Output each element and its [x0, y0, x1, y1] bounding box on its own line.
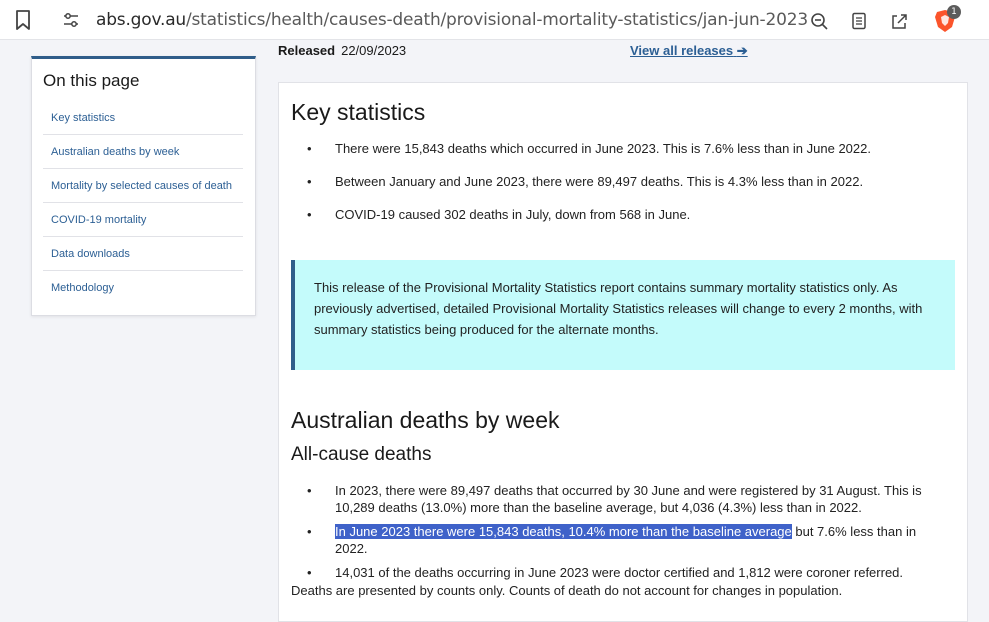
list-item-rest: but 7.6% less than in 2022.: [335, 524, 917, 556]
released-label: Released: [278, 43, 336, 58]
url-host: abs.gov.au: [96, 10, 186, 30]
view-all-releases-link[interactable]: [630, 43, 748, 59]
view-all-label: View all releases: [630, 43, 734, 58]
url-path: /statistics/health/causes-death/provisional-mortality-statistics/jan-jun-2023: [186, 10, 808, 30]
site-settings-icon[interactable]: [62, 11, 80, 29]
sidebar-item-australian-deaths-by-week[interactable]: Australian deaths by week: [43, 135, 243, 169]
list-item: • COVID-19 caused 302 deaths in July, down from 568 in June.: [305, 206, 945, 223]
zoom-icon[interactable]: [810, 12, 828, 30]
share-icon[interactable]: [890, 12, 908, 30]
sidebar-item-methodology[interactable]: Methodology: [51, 282, 114, 294]
address-bar[interactable]: [48, 4, 968, 36]
selected-text-highlight[interactable]: In June 2023 there were 15,843 deaths, 10.4% more than the baseline average: [335, 524, 792, 539]
notice-text: This release of the Provisional Mortality Statistics report contains summary mortality statistics only. As previously advertised, detailed Provisional Mortality Statistics releases will change to every 2 months, with summary statistics being produced for the alternate months.: [314, 280, 923, 337]
deaths-by-week-heading: Australian deaths by week: [291, 407, 560, 433]
on-this-page-panel: [31, 56, 256, 316]
list-item: • There were 15,843 deaths which occurred in June 2023. This is 7.6% less than in June 2022.: [305, 140, 945, 157]
all-cause-deaths-subheading: All-cause deaths: [291, 444, 432, 465]
main-content-card: [278, 82, 968, 622]
sidebar-title: On this page: [43, 71, 140, 90]
all-cause-deaths-list: [305, 482, 945, 588]
sidebar-item-covid-19-mortality[interactable]: COVID-19 mortality: [43, 203, 243, 237]
brave-badge: 1: [947, 5, 961, 19]
sidebar-item-mortality-by-causes[interactable]: Mortality by selected causes of death: [43, 169, 243, 203]
sidebar-item-data-downloads[interactable]: Data downloads: [43, 237, 243, 271]
arrow-right-icon: ➔: [736, 43, 748, 58]
url-text[interactable]: [96, 10, 808, 30]
key-statistics-list: [305, 140, 945, 239]
list-item: • In 2023, there were 89,497 deaths that occurred by 30 June and were registered by 31 August. This is 10,289 deaths (13.0%) more than the baseline average, but 4,036 (4.3%) less than in 2022.: [305, 482, 945, 516]
sidebar-item-key-statistics[interactable]: Key statistics: [43, 101, 243, 135]
release-notice: [291, 260, 955, 370]
list-item: [305, 523, 945, 557]
reader-mode-icon[interactable]: [850, 12, 868, 30]
sidebar-list: [43, 101, 243, 304]
browser-toolbar: [0, 0, 989, 40]
key-statistics-heading: Key statistics: [291, 99, 426, 125]
footnote: Deaths are presented by counts only. Counts of death do not account for changes in population.: [291, 583, 843, 598]
list-item: • 14,031 of the deaths occurring in June 2023 were doctor certified and 1,812 were coroner referred.: [305, 564, 945, 581]
bookmark-icon[interactable]: [14, 9, 32, 31]
released-date: 22/09/2023: [341, 43, 407, 58]
list-item: • Between January and June 2023, there were 89,497 deaths. This is 4.3% less than in 2022.: [305, 173, 945, 190]
release-info: [278, 43, 406, 58]
